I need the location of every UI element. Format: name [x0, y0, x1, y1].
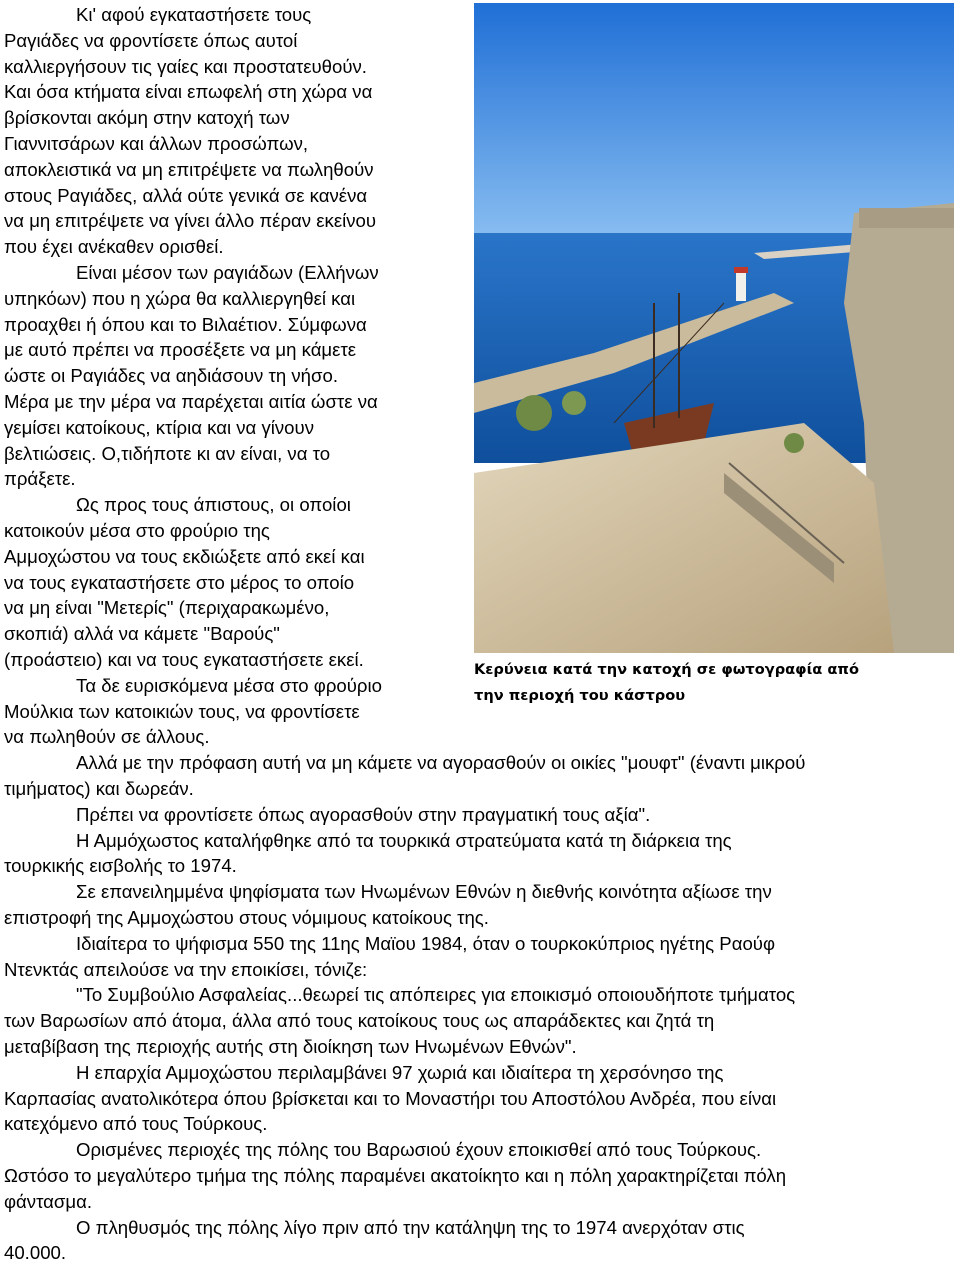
line-text: αποκλειστικά να μη επιτρέψετε να πωληθούν: [4, 158, 374, 180]
left-column-line: [4, 28, 297, 54]
line-text: ώστε οι Ραγιάδες να αηδιάσουν τη νήσο.: [4, 365, 338, 387]
caption-line-2: την περιοχή του κάστρου: [474, 687, 686, 704]
line-text: σκοπιά) αλλά να κάμετε "Βαρούς": [4, 623, 280, 645]
line-text: υπηκόων) που η χώρα θα καλλιεργηθεί και: [4, 287, 356, 309]
left-column-line: [4, 389, 378, 415]
line-text: των Βαρωσίων από άτομα, άλλα από τους κατοίκους τους ως απαράδεκτες και ζητά τη: [4, 1010, 715, 1032]
photo-caption: [474, 657, 894, 709]
full-width-line: [4, 879, 772, 905]
left-column-line: [4, 699, 360, 725]
line-text: καλλιεργήσουν τις γαίες και προστατευθούν.: [4, 55, 367, 77]
left-column-line: [4, 131, 308, 157]
full-width-line: [4, 931, 775, 957]
line-text: Ορισμένες περιοχές της πόλης του Βαρωσιού έχουν εποικισθεί από τους Τούρκους.: [76, 1139, 762, 1161]
line-text: Μούλκια των κατοικιών τους, να φροντίσετε: [4, 700, 360, 722]
line-text: Αμμοχώστου να τους εκδιώξετε από εκεί και: [4, 545, 365, 567]
full-width-line: [4, 982, 795, 1008]
line-text: 40.000.: [4, 1242, 67, 1264]
line-text: Η Αμμόχωστος καταλήφθηκε από τα τουρκικά στρατεύματα κατά τη διάρκεια της: [76, 829, 732, 851]
full-width-line: [4, 828, 732, 854]
line-text: κατεχόμενο από τους Τούρκους.: [4, 1113, 268, 1135]
shrub: [516, 395, 552, 431]
line-text: Σε επανειλημμένα ψηφίσματα των Ηνωμένων Εθνών η διεθνής κοινότητα αξίωσε την: [76, 881, 772, 903]
left-column-line: [4, 286, 355, 312]
line-text: προαχθει ή όπου και το Βιλαέτιον. Σύμφωνα: [4, 313, 367, 335]
left-column-line: [4, 54, 367, 80]
left-column-line: [4, 2, 311, 28]
line-text: "Το Συμβούλιο Ασφαλείας...θεωρεί τις απόπειρες για εποικισμό οποιουδήποτε τμήματος: [76, 984, 796, 1006]
line-text: γεμίσει κατοίκους, κτίρια και να γίνουν: [4, 416, 314, 438]
line-text: Κι' αφού εγκαταστήσετε τους: [76, 4, 312, 25]
line-text: Είναι μέσον των ραγιάδων (Ελλήνων: [76, 262, 379, 283]
line-text: Και όσα κτήματα είναι επωφελή στη χώρα να: [4, 81, 373, 103]
left-column-line: [4, 673, 382, 699]
left-column-line: [4, 647, 364, 673]
full-width-line: [4, 802, 650, 828]
full-width-line: [4, 1137, 761, 1163]
line-text: Τα δε ευρισκόμενα μέσα στο φρούριο: [76, 674, 382, 696]
line-text: Η επαρχία Αμμοχώστου περιλαμβάνει 97 χωριά και ιδιαίτερα τη χερσόνησο της: [76, 1061, 724, 1083]
left-column-line: [4, 595, 329, 621]
left-column-line: [4, 492, 351, 518]
left-column-line: [4, 208, 376, 234]
full-width-line: [4, 750, 805, 776]
full-width-line: [4, 1215, 745, 1241]
left-column-line: [4, 724, 210, 750]
full-width-line: [4, 1086, 776, 1112]
left-column-line: [4, 363, 338, 389]
left-column-line: [4, 544, 365, 570]
left-column-line: [4, 518, 270, 544]
full-width-line: [4, 1008, 714, 1034]
lighthouse: [736, 271, 746, 301]
left-column-line: [4, 105, 290, 131]
left-column-line: [4, 337, 356, 363]
line-text: να μη είναι "Μετερίς" (περιχαρακωμένο,: [4, 597, 330, 619]
line-text: με αυτό πρέπει να προσέξετε να μη κάμετε: [4, 339, 357, 361]
line-text: πράξετε.: [4, 468, 76, 490]
line-text: Ιδιαίτερα το ψήφισμα 550 της 11ης Μαϊου 1984, όταν ο τουρκοκύπριος ηγέτης Ραούφ: [76, 932, 776, 954]
full-width-line: [4, 957, 367, 983]
line-text: Γιαννιτσάρων και άλλων προσώπων,: [4, 133, 309, 154]
full-width-line: [4, 1240, 66, 1266]
left-column-line: [4, 466, 76, 492]
line-text: βρίσκονται ακόμη στην κατοχή των: [4, 107, 290, 129]
kyrenia-harbour-photo: [474, 3, 954, 653]
line-text: επιστροφή της Αμμοχώστου στους νόμιμους κατοίκους της.: [4, 907, 489, 928]
full-width-line: [4, 1034, 577, 1060]
line-text: Ντενκτάς απειλούσε να την εποικίσει, τόνιζε:: [4, 958, 368, 980]
left-column-line: [4, 79, 372, 105]
line-text: κατοικούν μέσα στο φρούριο της: [4, 520, 270, 541]
line-text: (προάστειο) και να τους εγκαταστήσετε εκεί.: [4, 649, 364, 670]
left-column-line: [4, 621, 280, 647]
left-column-line: [4, 260, 379, 286]
left-column-line: [4, 312, 367, 338]
full-width-line: [4, 1163, 786, 1189]
full-width-line: [4, 905, 489, 931]
left-column-line: [4, 157, 374, 183]
line-text: Αλλά με την πρόφαση αυτή να μη κάμετε να αγορασθούν οι οικίες "μουφτ" (έναντι μικρού: [76, 752, 806, 774]
line-text: να τους εγκαταστήσετε στο μέρος το οποίο: [4, 571, 355, 593]
shrub: [784, 433, 804, 453]
shrub: [562, 391, 586, 415]
line-text: τιμήματος) και δωρεάν.: [4, 778, 194, 799]
line-text: Ως προς τους άπιστους, οι οποίοι: [76, 494, 351, 516]
line-text: Πρέπει να φροντίσετε όπως αγορασθούν στην πραγματική τους αξία".: [76, 803, 651, 825]
full-width-line: [4, 1060, 723, 1086]
left-column-line: [4, 234, 224, 260]
line-text: Ο πληθυσμός της πόλης λίγο πριν από την κατάληψη της το 1974 ανερχόταν στις: [76, 1216, 745, 1238]
line-text: τουρκικής εισβολής το 1974.: [4, 855, 237, 877]
harbour-illustration: [474, 3, 954, 653]
line-text: Καρπασίας ανατολικότερα όπου βρίσκεται και το Μοναστήρι του Αποστόλου Ανδρέα, που είναι: [4, 1087, 777, 1109]
left-column-line: [4, 415, 314, 441]
left-column-line: [4, 183, 367, 209]
full-width-line: [4, 776, 194, 802]
full-width-line: [4, 1111, 267, 1137]
line-text: Ωστόσο το μεγαλύτερο τμήμα της πόλης παραμένει ακατοίκητο και η πόλη χαρακτηρίζεται πόλη: [4, 1165, 787, 1186]
line-text: Ραγιάδες να φροντίσετε όπως αυτοί: [4, 29, 298, 51]
line-text: να μη επιτρέψετε να γίνει άλλο πέραν εκείνου: [4, 210, 377, 232]
line-text: στους Ραγιάδες, αλλά ούτε γενικά σε κανένα: [4, 184, 368, 206]
full-width-line: [4, 853, 237, 879]
line-text: να πωληθούν σε άλλους.: [4, 726, 210, 748]
line-text: που έχει ανέκαθεν ορισθεί.: [4, 236, 224, 258]
left-column-line: [4, 441, 330, 467]
line-text: Μέρα με την μέρα να παρέχεται αιτία ώστε να: [4, 391, 378, 412]
line-text: βελτιώσεις. Ο,τιδήποτε κι αν είναι, να το: [4, 442, 331, 464]
full-width-line: [4, 1189, 92, 1215]
line-text: φάντασμα.: [4, 1190, 93, 1212]
line-text: μεταβίβαση της περιοχής αυτής στη διοίκηση των Ηνωμένων Εθνών".: [4, 1036, 577, 1057]
left-column-line: [4, 570, 354, 596]
caption-line-1: Κερύνεια κατά την κατοχή σε φωτογραφία από: [474, 661, 859, 678]
